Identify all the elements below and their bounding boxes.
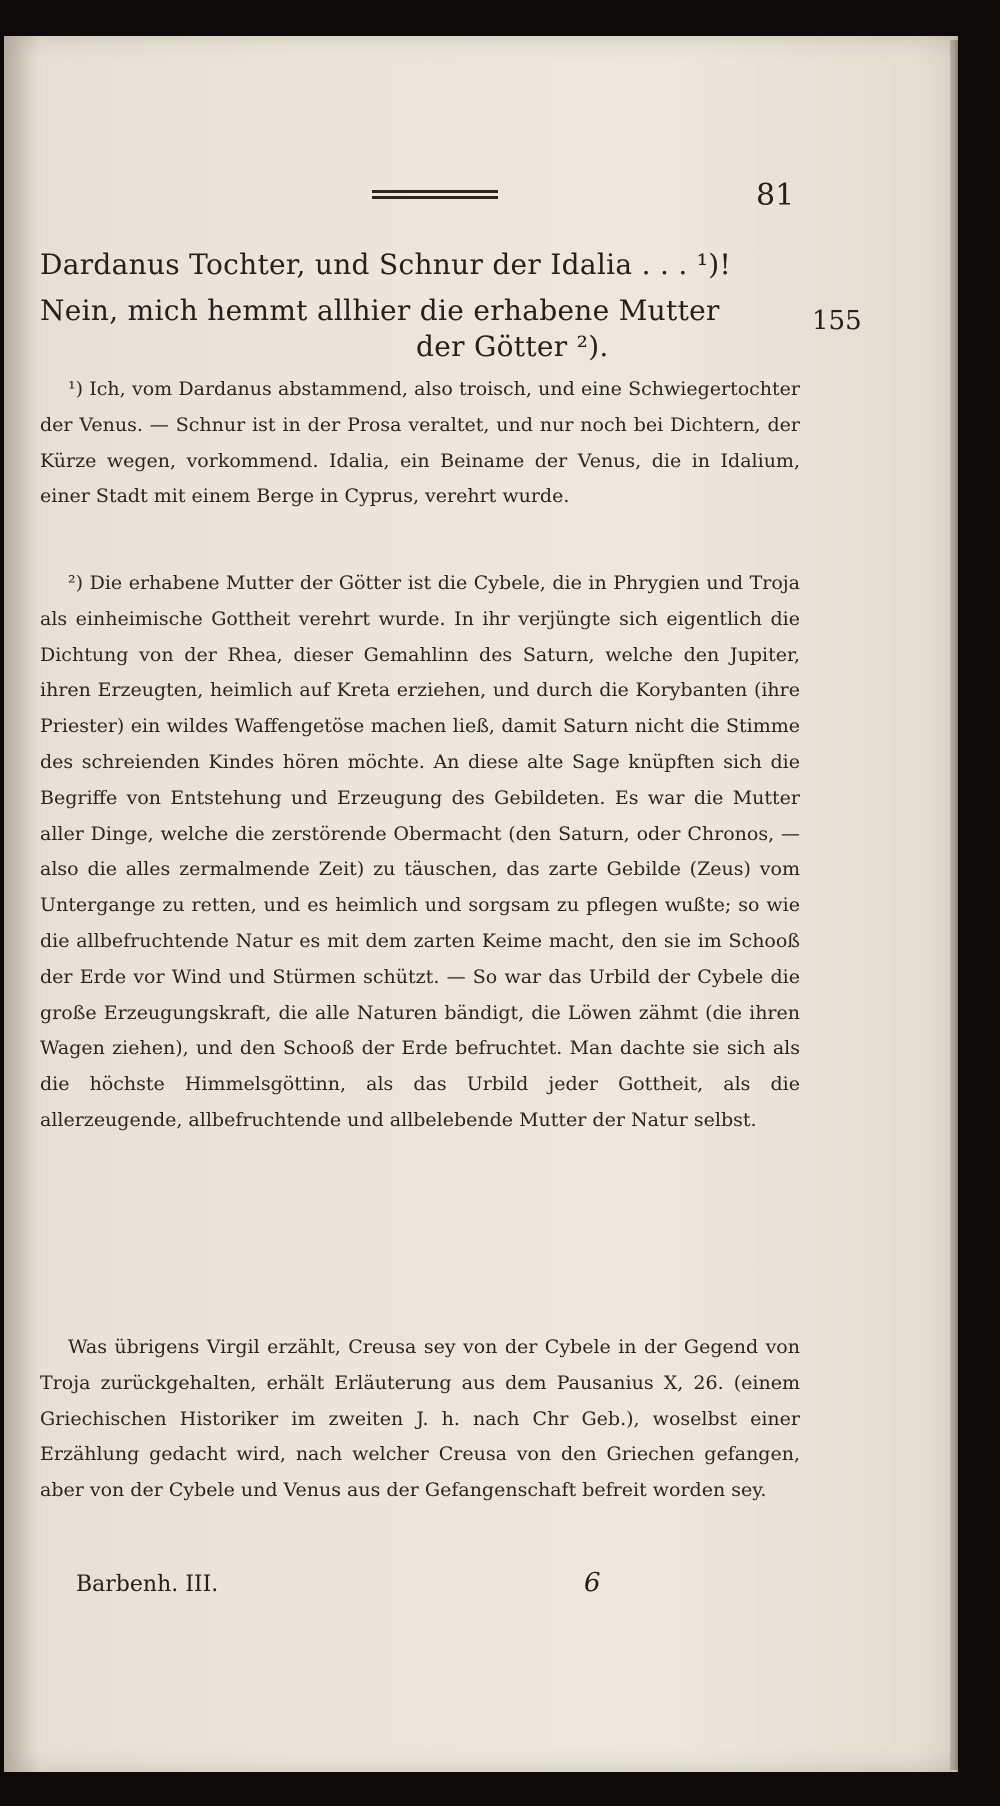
verse-line-number: 155 <box>812 306 862 336</box>
verse-line-3: der Götter ²). <box>416 330 609 363</box>
signature-mark: Barbenh. III. <box>76 1572 219 1597</box>
page-edge <box>950 40 958 1770</box>
verse-line-1: Dardanus Tochter, und Schnur der Idalia . . . ¹)! <box>40 248 732 281</box>
footnote-paragraph: Was übrigens Virgil erzählt, Creusa sey von der Cybele in der Gegend von Troja zurückgehalten, erhält Erläuterung aus dem Pausanius X, 26. (einem Griechischen Historiker im zweiten J. h. nach Chr Geb.), woselbst einer Erzählung gedacht wird, nach welcher Creusa von den Griechen gefangen, aber von der Cybele und Venus aus der Gefangenschaft befreit worden sey. <box>40 1336 800 1502</box>
page-number: 81 <box>756 178 795 213</box>
footnote-2: ²) Die erhabene Mutter der Götter ist die Cybele, die in Phrygien und Troja als einheimische Gottheit verehrt wurde. In ihr verjüngte sich eigentlich die Dichtung von der Rhea, dieser Gemahlinn des Saturn, welche den Jupiter, ihren Erzeugten, heimlich auf Kreta erziehen, und durch die Korybanten (ihre Priester) ein wildes Waffengetöse machen ließ, damit Saturn nicht die Stimme des schreienden Kindes hören möchte. An diese alte Sage knüpften sich die Begriffe von Entstehung und Erzeugung des Gebildeten. Es war die Mutter aller Dinge, welche die zerstörende Obermacht (den Saturn, oder Chronos, — also die alles zermalmende Zeit) zu täuschen, das zarte Gebilde (Zeus) vom Untergange zu retten, und es heimlich und sorgsam zu pflegen wußte; so wie die allbefruchtende Natur es mit dem zarten Keime macht, den sie im Schooß der Erde vor Wind und Stürmen schützt. — So war das Urbild der Cybele die große Erzeugungskraft, die alle Naturen bändigt, die Löwen zähmt (die ihren Wagen ziehen), und den Schooß der Erde befruchtet. Man dachte sie sich als die höchste Himmelsgöttinn, als das Urbild jeder Gottheit, als die allerzeugende, allbefruchtende und allbelebende Mutter der Natur selbst. <box>40 572 800 1131</box>
verse-line-2: Nein, mich hemmt allhier die erhabene Mutter <box>40 294 720 327</box>
footnote-1: ¹) Ich, vom Dardanus abstammend, also troisch, und eine Schwiegertochter der Venus. — Schnur ist in der Prosa veraltet, und nur noch bei Dichtern, der Kürze wegen, vorkommend. Idalia, ein Beiname der Venus, die in Idalium, einer Stadt mit einem Berge in Cyprus, verehrt wurde. <box>40 378 800 508</box>
header-rule <box>372 190 498 199</box>
sheet-number: 6 <box>584 1568 601 1598</box>
